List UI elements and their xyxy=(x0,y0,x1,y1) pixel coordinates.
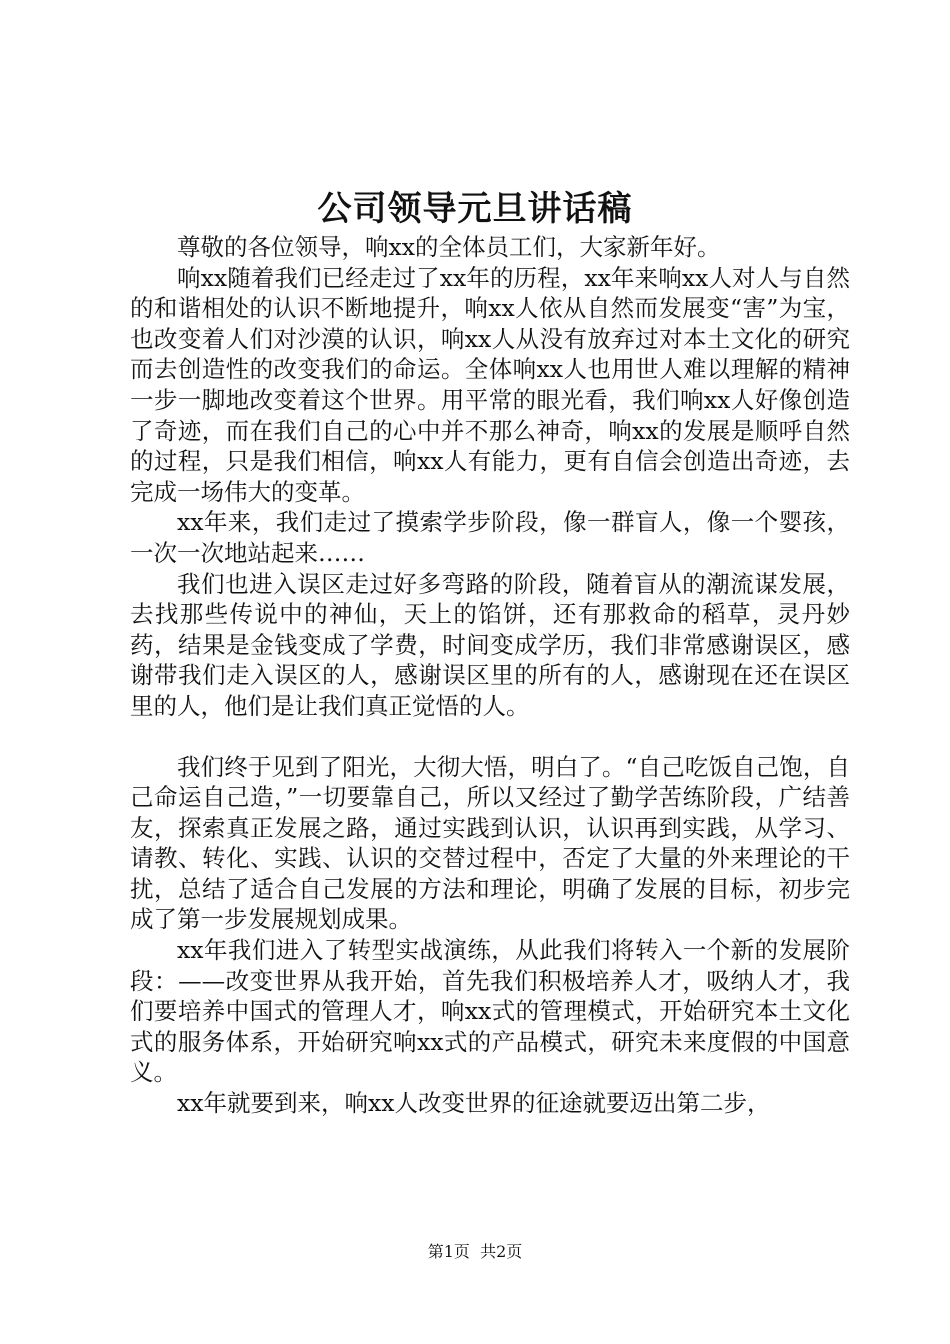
paragraph-detours: 我们也进入误区走过好多弯路的阶段，随着盲从的潮流谋发展，去找那些传说中的神仙，天上的馅饼，还有那救命的稻草，灵丹妙药，结果是金钱变成了学费，时间变成学历，我们非常感谢误区，感谢带我们走入误区的人，感谢误区里的所有的人，感谢现在还在误区里的人，他们是让我们真正觉悟的人。 xyxy=(130,569,850,720)
document-title: 公司领导元旦讲话稿 xyxy=(317,189,633,229)
page-number: 第1页 xyxy=(427,1242,470,1261)
page-total: 共2页 xyxy=(480,1242,523,1261)
paragraph-learning: xx年来，我们走过了摸索学步阶段，像一群盲人，像一个婴孩，一次一次地站起来…… xyxy=(130,508,850,567)
page-footer xyxy=(0,1240,950,1264)
paragraph-history: 响xx随着我们已经走过了xx年的历程，xx年来响xx人对人与自然的和谐相处的认识不断地提升，响xx人依从自然而发展变“害”为宝，也改变着人们对沙漠的认识，响xx人从没有放弃过对本土文化的研究而去创造性的改变我们的命运。全体响xx人也用世人难以理解的精神一步一脚地改变着这个世界。用平常的眼光看，我们响xx人好像创造了奇迹，而在我们自己的心中并不那么神奇，响xx的发展是顺呼自然的过程，只是我们相信，响xx人有能力，更有自信会创造出奇迹，去完成一场伟大的变革。 xyxy=(130,263,850,506)
document-body xyxy=(130,232,850,1119)
paragraph-transformation: xx年我们进入了转型实战演练，从此我们将转入一个新的发展阶段：——改变世界从我开始，首先我们积极培养人才，吸纳人才，我们要培养中国式的管理人才，响xx式的管理模式，开始研究本土文化式的服务体系，开始研究响xx式的产品模式，研究未来度假的中国意义。 xyxy=(130,936,850,1087)
footer-spacer xyxy=(470,1242,480,1261)
paragraph-next-step: xx年就要到来，响xx人改变世界的征途就要迈出第二步， xyxy=(177,1089,771,1118)
paragraph-greeting: 尊敬的各位领导，响xx的全体员工们，大家新年好。 xyxy=(177,233,721,261)
paragraph-awakening: 我们终于见到了阳光，大彻大悟，明白了。“自己吃饭自己饱，自己命运自己造，”一切要靠自己，所以又经过了勤学苦练阶段，广结善友，探索真正发展之路，通过实践到认识，认识再到实践，从学习、请教、转化、实践、认识的交替过程中，否定了大量的外来理论的干扰，总结了适合自己发展的方法和理论，明确了发展的目标，初步完成了第一步发展规划成果。 xyxy=(130,752,850,934)
